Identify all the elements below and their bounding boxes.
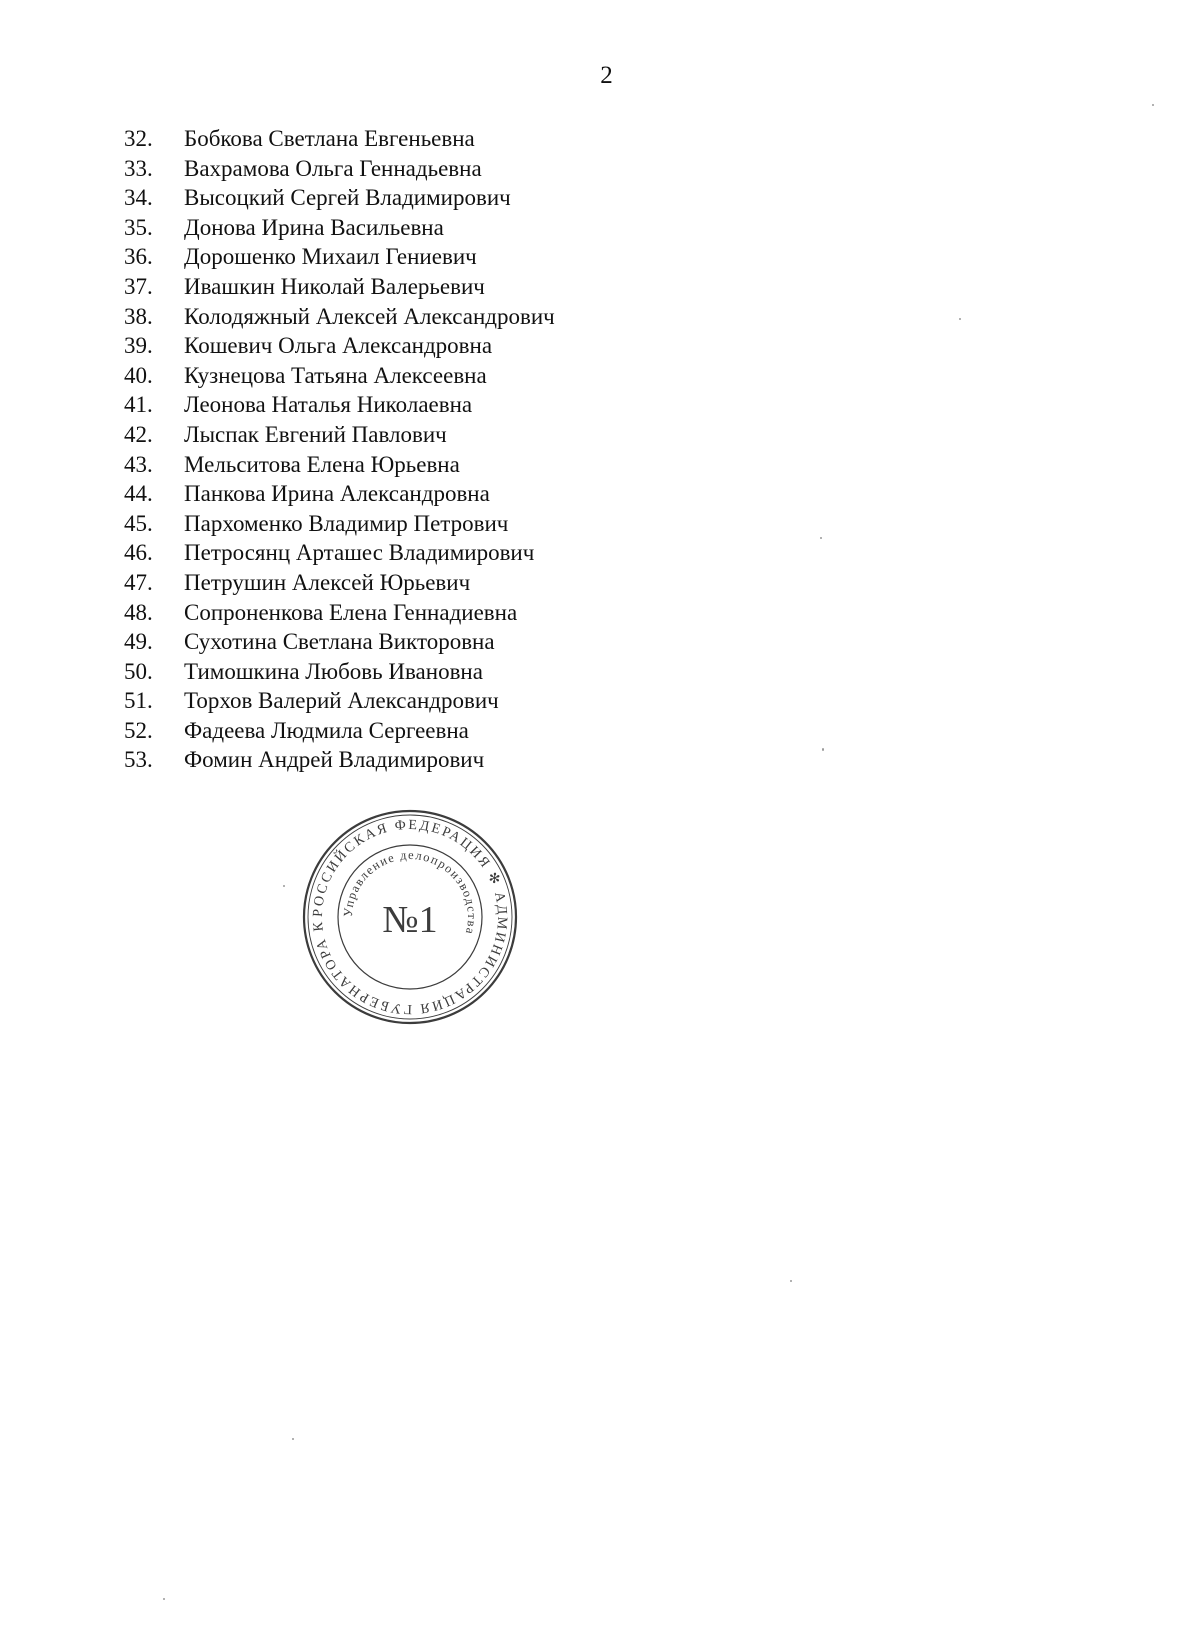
seal-center-number: №1: [382, 899, 438, 941]
item-name: Дорошенко Михаил Гениевич: [184, 244, 477, 270]
item-name: Кузнецова Татьяна Алексеевна: [184, 362, 487, 388]
item-name: Ивашкин Николай Валерьевич: [184, 273, 485, 299]
scan-speck: [283, 885, 285, 887]
seal-outer-text: РОССИЙСКАЯ ФЕДЕРАЦИЯ ✻ АДМИНИСТРАЦИЯ ГУБЕРНАТОРА К: [310, 817, 510, 1017]
item-name: Леонова Наталья Николаевна: [184, 392, 473, 418]
item-name: Петрушин Алексей Юрьевич: [184, 569, 471, 595]
item-number: 51.: [124, 688, 153, 714]
list-item: [124, 568, 555, 598]
item-name: Торхов Валерий Александрович: [184, 688, 499, 714]
scan-speck: [822, 748, 824, 751]
list-item: [124, 657, 555, 687]
page-number: 2: [600, 62, 613, 89]
list-item: [124, 361, 555, 391]
scan-speck: [820, 537, 822, 539]
item-number: 39.: [124, 333, 153, 359]
item-number: 36.: [124, 244, 153, 270]
item-name: Пархоменко Владимир Петрович: [184, 510, 509, 536]
item-name: Петросянц Арташес Владимирович: [184, 540, 535, 566]
item-name: Высоцкий Сергей Владимирович: [184, 185, 511, 211]
item-number: 34.: [124, 185, 153, 211]
scan-speck: [959, 318, 961, 320]
seal-icon: [301, 808, 519, 1026]
item-number: 33.: [124, 155, 153, 181]
item-number: 38.: [124, 303, 153, 329]
item-number: 35.: [124, 214, 153, 240]
item-number: 43.: [124, 451, 153, 477]
scan-speck: [292, 1438, 294, 1440]
item-number: 40.: [124, 362, 153, 388]
item-number: 50.: [124, 658, 153, 684]
item-number: 49.: [124, 629, 153, 655]
list-item: [124, 627, 555, 657]
list-item: [124, 213, 555, 243]
list-item: [124, 331, 555, 361]
item-number: 41.: [124, 392, 153, 418]
item-name: Кошевич Ольга Александровна: [184, 333, 493, 359]
item-number: 48.: [124, 599, 153, 625]
list-item: [124, 598, 555, 628]
item-number: 46.: [124, 540, 153, 566]
list-item: [124, 124, 555, 154]
item-number: 45.: [124, 510, 153, 536]
list-item: [124, 745, 555, 775]
item-name: Бобкова Светлана Евгеньевна: [184, 126, 475, 151]
scan-speck: [1152, 104, 1154, 106]
item-number: 47.: [124, 569, 153, 595]
scan-speck: [790, 1280, 792, 1282]
list-item: [124, 538, 555, 568]
item-number: 44.: [124, 481, 153, 507]
scan-speck: [163, 1598, 165, 1600]
list-item: [124, 716, 555, 746]
list-item: [124, 509, 555, 539]
official-seal: [301, 808, 519, 1026]
item-number: 52.: [124, 717, 153, 743]
item-name: Вахрамова Ольга Геннадьевна: [184, 155, 482, 181]
item-name: Фадеева Людмила Сергеевна: [184, 717, 469, 743]
list-item: [124, 420, 555, 450]
item-name: Колодяжный Алексей Александрович: [184, 303, 555, 329]
list-item: [124, 479, 555, 509]
item-name: Донова Ирина Васильевна: [184, 214, 444, 240]
item-number: 53.: [124, 747, 153, 773]
name-list: [124, 124, 555, 775]
item-number: 32.: [124, 126, 153, 151]
list-item: [124, 272, 555, 302]
list-item: [124, 154, 555, 184]
list-item: [124, 302, 555, 332]
item-name: Сухотина Светлана Викторовна: [184, 629, 495, 655]
item-name: Лыспак Евгений Павлович: [184, 421, 447, 447]
item-name: Мельситова Елена Юрьевна: [184, 451, 460, 477]
item-name: Сопроненкова Елена Геннадиевна: [184, 599, 518, 625]
list-item: [124, 390, 555, 420]
item-number: 42.: [124, 421, 153, 447]
list-item: [124, 242, 555, 272]
item-number: 37.: [124, 273, 153, 299]
seal-inner-text: Управление делопроизводства: [340, 847, 480, 937]
list-item: [124, 183, 555, 213]
list-item: [124, 686, 555, 716]
item-name: Тимошкина Любовь Ивановна: [184, 658, 483, 684]
item-name: Панкова Ирина Александровна: [184, 481, 490, 507]
list-item: [124, 450, 555, 480]
item-name: Фомин Андрей Владимирович: [184, 747, 485, 773]
